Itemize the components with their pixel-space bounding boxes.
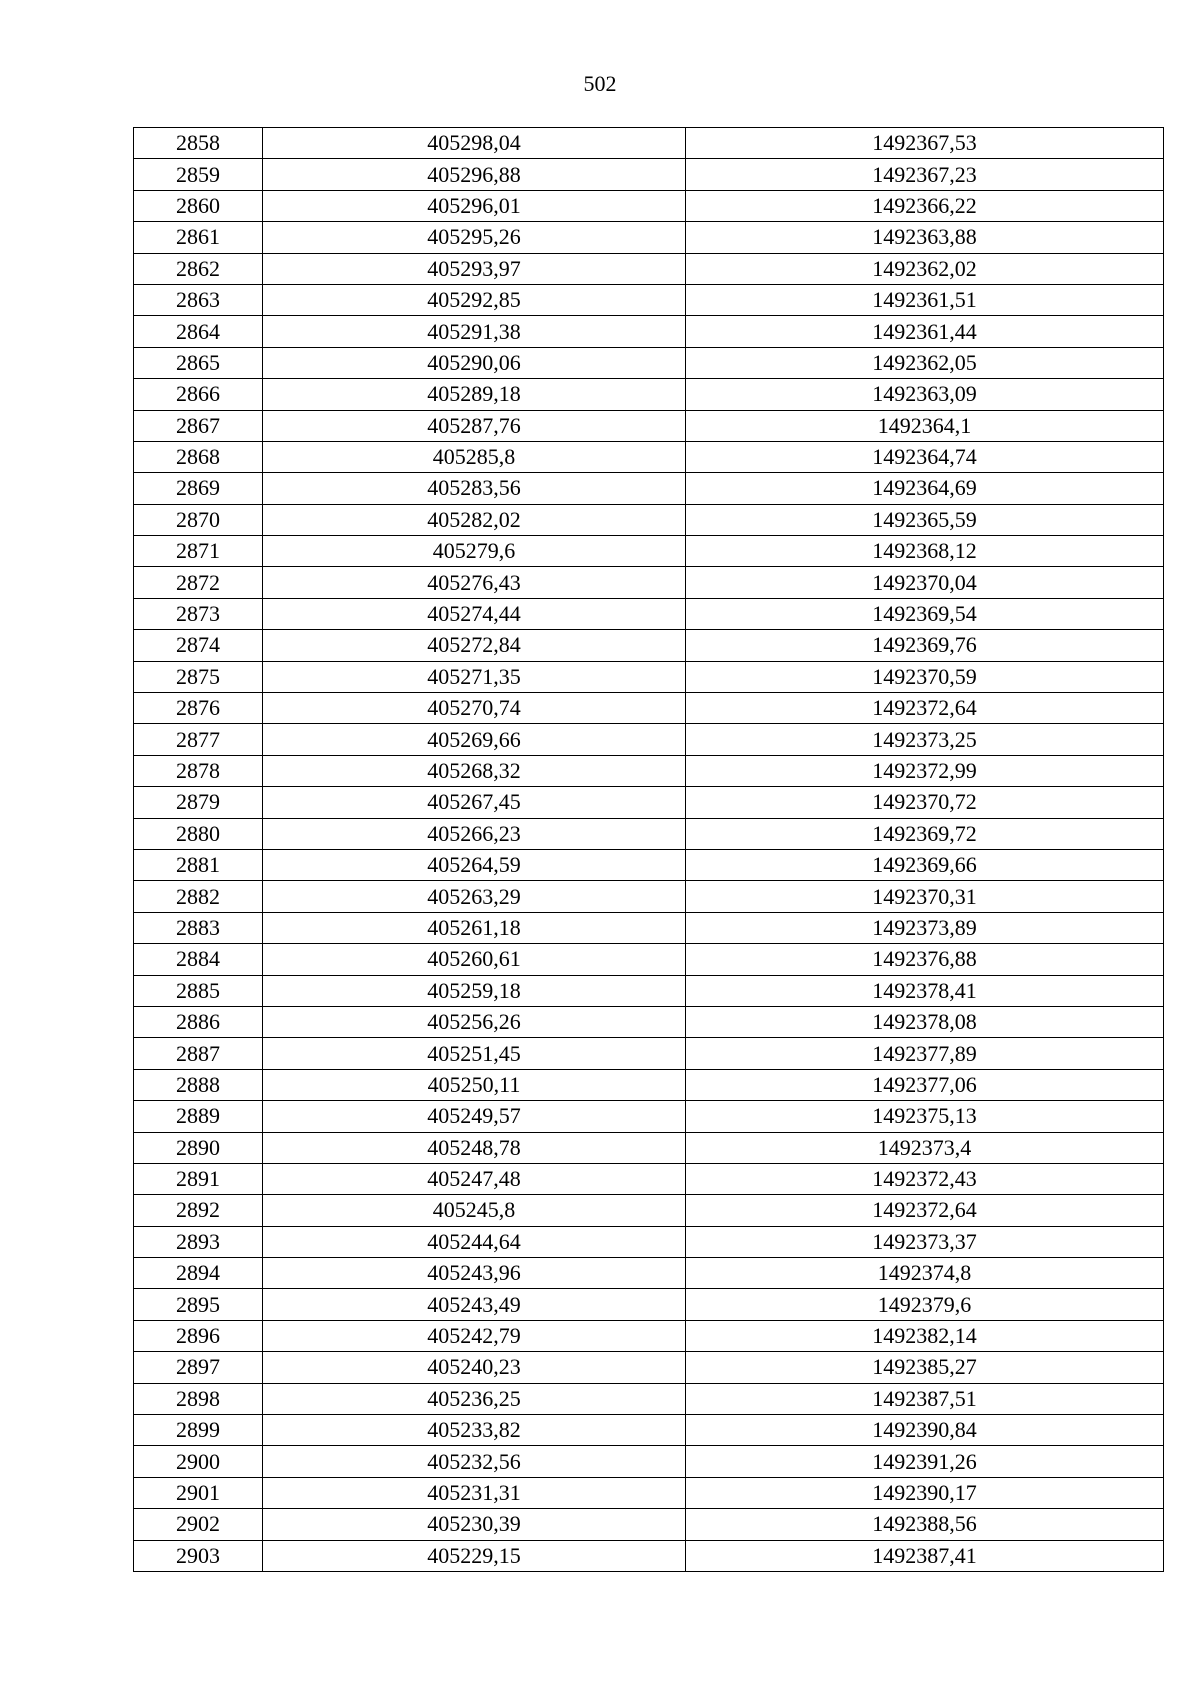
y-coordinate-cell: 1492367,53 <box>686 128 1164 159</box>
point-number-cell: 2894 <box>134 1258 263 1289</box>
y-coordinate-cell: 1492367,23 <box>686 159 1164 190</box>
point-number-cell: 2900 <box>134 1446 263 1477</box>
x-coordinate-cell: 405249,57 <box>263 1101 686 1132</box>
point-number-cell: 2869 <box>134 473 263 504</box>
y-coordinate-cell: 1492391,26 <box>686 1446 1164 1477</box>
point-number-cell: 2886 <box>134 1006 263 1037</box>
x-coordinate-cell: 405267,45 <box>263 787 686 818</box>
point-number-cell: 2865 <box>134 347 263 378</box>
table-row <box>134 1352 1164 1383</box>
y-coordinate-cell: 1492363,88 <box>686 222 1164 253</box>
table-row <box>134 1226 1164 1257</box>
y-coordinate-cell: 1492372,43 <box>686 1163 1164 1194</box>
table-row <box>134 630 1164 661</box>
table-row <box>134 818 1164 849</box>
point-number-cell: 2871 <box>134 536 263 567</box>
x-coordinate-cell: 405240,23 <box>263 1352 686 1383</box>
x-coordinate-cell: 405293,97 <box>263 253 686 284</box>
table-row <box>134 1132 1164 1163</box>
table-row <box>134 724 1164 755</box>
y-coordinate-cell: 1492382,14 <box>686 1320 1164 1351</box>
y-coordinate-cell: 1492364,1 <box>686 410 1164 441</box>
y-coordinate-cell: 1492373,25 <box>686 724 1164 755</box>
table-row <box>134 316 1164 347</box>
point-number-cell: 2893 <box>134 1226 263 1257</box>
y-coordinate-cell: 1492373,4 <box>686 1132 1164 1163</box>
x-coordinate-cell: 405295,26 <box>263 222 686 253</box>
x-coordinate-cell: 405231,31 <box>263 1477 686 1508</box>
table-row <box>134 410 1164 441</box>
point-number-cell: 2873 <box>134 598 263 629</box>
y-coordinate-cell: 1492370,59 <box>686 661 1164 692</box>
y-coordinate-cell: 1492369,66 <box>686 849 1164 880</box>
x-coordinate-cell: 405266,23 <box>263 818 686 849</box>
x-coordinate-cell: 405268,32 <box>263 755 686 786</box>
table-row <box>134 1101 1164 1132</box>
x-coordinate-cell: 405276,43 <box>263 567 686 598</box>
x-coordinate-cell: 405292,85 <box>263 284 686 315</box>
y-coordinate-cell: 1492366,22 <box>686 190 1164 221</box>
y-coordinate-cell: 1492378,41 <box>686 975 1164 1006</box>
x-coordinate-cell: 405236,25 <box>263 1383 686 1414</box>
y-coordinate-cell: 1492362,05 <box>686 347 1164 378</box>
y-coordinate-cell: 1492361,51 <box>686 284 1164 315</box>
y-coordinate-cell: 1492370,04 <box>686 567 1164 598</box>
x-coordinate-cell: 405283,56 <box>263 473 686 504</box>
y-coordinate-cell: 1492372,99 <box>686 755 1164 786</box>
table-row <box>134 693 1164 724</box>
table-row <box>134 975 1164 1006</box>
point-number-cell: 2866 <box>134 379 263 410</box>
point-number-cell: 2874 <box>134 630 263 661</box>
y-coordinate-cell: 1492378,08 <box>686 1006 1164 1037</box>
table-row <box>134 849 1164 880</box>
table-row <box>134 128 1164 159</box>
y-coordinate-cell: 1492363,09 <box>686 379 1164 410</box>
x-coordinate-cell: 405282,02 <box>263 504 686 535</box>
table-row <box>134 190 1164 221</box>
table-row <box>134 1415 1164 1446</box>
table-row <box>134 253 1164 284</box>
point-number-cell: 2896 <box>134 1320 263 1351</box>
table-row <box>134 1383 1164 1414</box>
point-number-cell: 2901 <box>134 1477 263 1508</box>
point-number-cell: 2863 <box>134 284 263 315</box>
x-coordinate-cell: 405271,35 <box>263 661 686 692</box>
table-row <box>134 912 1164 943</box>
x-coordinate-cell: 405261,18 <box>263 912 686 943</box>
table-row <box>134 159 1164 190</box>
table-row <box>134 1163 1164 1194</box>
point-number-cell: 2889 <box>134 1101 263 1132</box>
table-row <box>134 536 1164 567</box>
table-row <box>134 1069 1164 1100</box>
x-coordinate-cell: 405232,56 <box>263 1446 686 1477</box>
point-number-cell: 2897 <box>134 1352 263 1383</box>
point-number-cell: 2898 <box>134 1383 263 1414</box>
y-coordinate-cell: 1492361,44 <box>686 316 1164 347</box>
table-row <box>134 881 1164 912</box>
point-number-cell: 2859 <box>134 159 263 190</box>
y-coordinate-cell: 1492369,54 <box>686 598 1164 629</box>
x-coordinate-cell: 405289,18 <box>263 379 686 410</box>
point-number-cell: 2864 <box>134 316 263 347</box>
table-row <box>134 598 1164 629</box>
table-row <box>134 661 1164 692</box>
x-coordinate-cell: 405242,79 <box>263 1320 686 1351</box>
point-number-cell: 2868 <box>134 441 263 472</box>
x-coordinate-cell: 405270,74 <box>263 693 686 724</box>
table-row <box>134 379 1164 410</box>
point-number-cell: 2862 <box>134 253 263 284</box>
point-number-cell: 2872 <box>134 567 263 598</box>
coordinates-table <box>133 127 1164 1572</box>
table-row <box>134 441 1164 472</box>
x-coordinate-cell: 405230,39 <box>263 1509 686 1540</box>
y-coordinate-cell: 1492370,72 <box>686 787 1164 818</box>
x-coordinate-cell: 405285,8 <box>263 441 686 472</box>
x-coordinate-cell: 405263,29 <box>263 881 686 912</box>
point-number-cell: 2882 <box>134 881 263 912</box>
table-row <box>134 1289 1164 1320</box>
coordinates-table-body <box>134 128 1164 1572</box>
point-number-cell: 2883 <box>134 912 263 943</box>
point-number-cell: 2899 <box>134 1415 263 1446</box>
table-row <box>134 1446 1164 1477</box>
point-number-cell: 2878 <box>134 755 263 786</box>
y-coordinate-cell: 1492373,37 <box>686 1226 1164 1257</box>
y-coordinate-cell: 1492375,13 <box>686 1101 1164 1132</box>
x-coordinate-cell: 405259,18 <box>263 975 686 1006</box>
x-coordinate-cell: 405298,04 <box>263 128 686 159</box>
x-coordinate-cell: 405287,76 <box>263 410 686 441</box>
table-row <box>134 284 1164 315</box>
point-number-cell: 2892 <box>134 1195 263 1226</box>
y-coordinate-cell: 1492368,12 <box>686 536 1164 567</box>
point-number-cell: 2860 <box>134 190 263 221</box>
table-row <box>134 755 1164 786</box>
table-row <box>134 567 1164 598</box>
table-row <box>134 787 1164 818</box>
x-coordinate-cell: 405243,96 <box>263 1258 686 1289</box>
table-row <box>134 1195 1164 1226</box>
y-coordinate-cell: 1492372,64 <box>686 1195 1164 1226</box>
y-coordinate-cell: 1492370,31 <box>686 881 1164 912</box>
page-number: 502 <box>583 71 617 96</box>
table-row <box>134 1540 1164 1571</box>
table-row <box>134 1509 1164 1540</box>
table-row <box>134 222 1164 253</box>
point-number-cell: 2861 <box>134 222 263 253</box>
x-coordinate-cell: 405251,45 <box>263 1038 686 1069</box>
point-number-cell: 2880 <box>134 818 263 849</box>
x-coordinate-cell: 405260,61 <box>263 944 686 975</box>
x-coordinate-cell: 405296,01 <box>263 190 686 221</box>
table-row <box>134 504 1164 535</box>
x-coordinate-cell: 405269,66 <box>263 724 686 755</box>
x-coordinate-cell: 405245,8 <box>263 1195 686 1226</box>
point-number-cell: 2887 <box>134 1038 263 1069</box>
table-row <box>134 473 1164 504</box>
table-row <box>134 1477 1164 1508</box>
x-coordinate-cell: 405290,06 <box>263 347 686 378</box>
x-coordinate-cell: 405296,88 <box>263 159 686 190</box>
x-coordinate-cell: 405250,11 <box>263 1069 686 1100</box>
table-row <box>134 347 1164 378</box>
point-number-cell: 2879 <box>134 787 263 818</box>
y-coordinate-cell: 1492365,59 <box>686 504 1164 535</box>
y-coordinate-cell: 1492377,89 <box>686 1038 1164 1069</box>
point-number-cell: 2890 <box>134 1132 263 1163</box>
y-coordinate-cell: 1492362,02 <box>686 253 1164 284</box>
point-number-cell: 2888 <box>134 1069 263 1100</box>
point-number-cell: 2875 <box>134 661 263 692</box>
point-number-cell: 2877 <box>134 724 263 755</box>
table-row <box>134 1258 1164 1289</box>
y-coordinate-cell: 1492388,56 <box>686 1509 1164 1540</box>
x-coordinate-cell: 405244,64 <box>263 1226 686 1257</box>
y-coordinate-cell: 1492369,72 <box>686 818 1164 849</box>
table-row <box>134 1038 1164 1069</box>
y-coordinate-cell: 1492374,8 <box>686 1258 1164 1289</box>
y-coordinate-cell: 1492372,64 <box>686 693 1164 724</box>
x-coordinate-cell: 405229,15 <box>263 1540 686 1571</box>
y-coordinate-cell: 1492364,74 <box>686 441 1164 472</box>
x-coordinate-cell: 405243,49 <box>263 1289 686 1320</box>
point-number-cell: 2895 <box>134 1289 263 1320</box>
point-number-cell: 2858 <box>134 128 263 159</box>
x-coordinate-cell: 405248,78 <box>263 1132 686 1163</box>
x-coordinate-cell: 405256,26 <box>263 1006 686 1037</box>
point-number-cell: 2881 <box>134 849 263 880</box>
y-coordinate-cell: 1492377,06 <box>686 1069 1164 1100</box>
x-coordinate-cell: 405274,44 <box>263 598 686 629</box>
y-coordinate-cell: 1492390,84 <box>686 1415 1164 1446</box>
point-number-cell: 2870 <box>134 504 263 535</box>
table-row <box>134 1006 1164 1037</box>
y-coordinate-cell: 1492369,76 <box>686 630 1164 661</box>
point-number-cell: 2891 <box>134 1163 263 1194</box>
point-number-cell: 2867 <box>134 410 263 441</box>
x-coordinate-cell: 405279,6 <box>263 536 686 567</box>
y-coordinate-cell: 1492390,17 <box>686 1477 1164 1508</box>
y-coordinate-cell: 1492385,27 <box>686 1352 1164 1383</box>
table-row <box>134 1320 1164 1351</box>
x-coordinate-cell: 405291,38 <box>263 316 686 347</box>
x-coordinate-cell: 405264,59 <box>263 849 686 880</box>
point-number-cell: 2903 <box>134 1540 263 1571</box>
table-row <box>134 944 1164 975</box>
point-number-cell: 2902 <box>134 1509 263 1540</box>
y-coordinate-cell: 1492379,6 <box>686 1289 1164 1320</box>
point-number-cell: 2876 <box>134 693 263 724</box>
point-number-cell: 2885 <box>134 975 263 1006</box>
y-coordinate-cell: 1492373,89 <box>686 912 1164 943</box>
y-coordinate-cell: 1492387,41 <box>686 1540 1164 1571</box>
x-coordinate-cell: 405247,48 <box>263 1163 686 1194</box>
x-coordinate-cell: 405272,84 <box>263 630 686 661</box>
point-number-cell: 2884 <box>134 944 263 975</box>
y-coordinate-cell: 1492376,88 <box>686 944 1164 975</box>
y-coordinate-cell: 1492364,69 <box>686 473 1164 504</box>
y-coordinate-cell: 1492387,51 <box>686 1383 1164 1414</box>
x-coordinate-cell: 405233,82 <box>263 1415 686 1446</box>
